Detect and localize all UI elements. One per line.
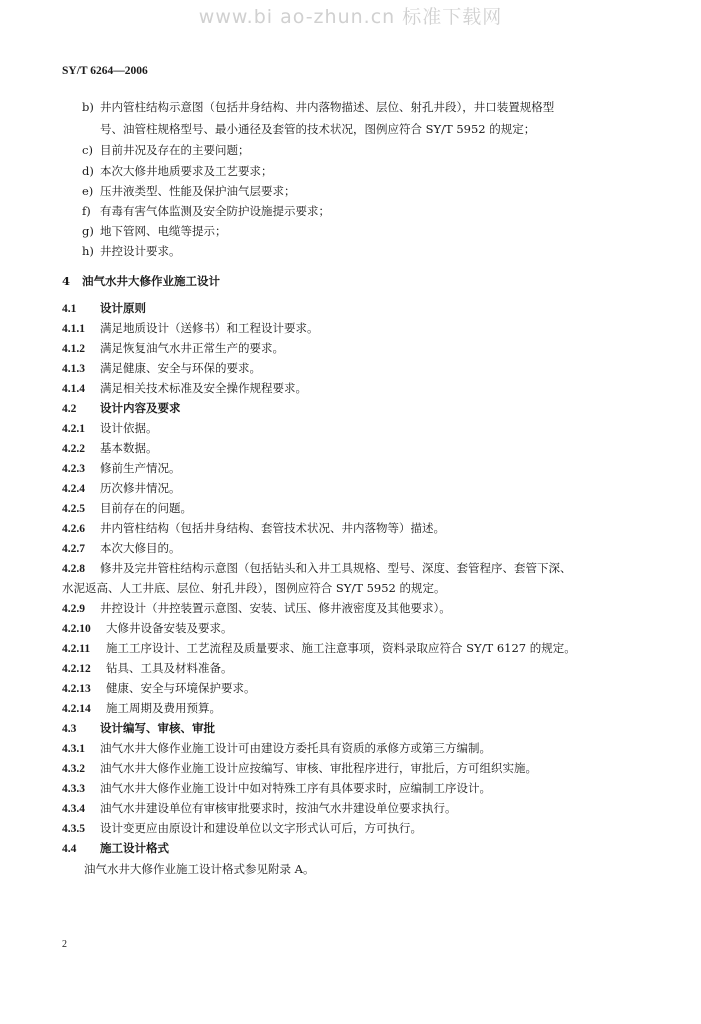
clause-number: 4.2 bbox=[62, 403, 77, 415]
list-text: 本次大修井地质要求及工艺要求； bbox=[100, 164, 273, 178]
clause bbox=[62, 501, 192, 516]
clause bbox=[62, 661, 233, 676]
clause-text: 设计内容及要求 bbox=[100, 401, 181, 415]
clause-number: 4.2.12 bbox=[62, 663, 91, 675]
clause-number: 4.2.10 bbox=[62, 623, 91, 635]
clause-text: 修前生产情况。 bbox=[100, 461, 181, 475]
clause-number: 4.3.4 bbox=[62, 803, 85, 815]
clause-text: 水泥返高、人工井底、层位、射孔井段），图例应符合 SY/T 5952 的规定。 bbox=[62, 581, 446, 595]
clause bbox=[62, 321, 319, 336]
clause bbox=[62, 741, 491, 756]
clause-number: 4.2.14 bbox=[62, 703, 91, 715]
chapter-title: 油气水井大修作业施工设计 bbox=[82, 274, 220, 288]
list-text: 地下管网、电缆等提示； bbox=[100, 224, 227, 238]
clause bbox=[62, 421, 158, 436]
clause-text: 基本数据。 bbox=[100, 441, 158, 455]
clause-text: 油气水井建设单位有审核审批要求时，按油气水井建设单位要求执行。 bbox=[100, 801, 457, 815]
clause bbox=[62, 621, 233, 636]
clause bbox=[62, 541, 181, 556]
list-label: f) bbox=[82, 204, 91, 218]
clause-text: 满足恢复油气水井正常生产的要求。 bbox=[100, 341, 284, 355]
clause bbox=[62, 801, 457, 816]
page-number: 2 bbox=[62, 939, 67, 950]
standard-code: SY/T 6264—2006 bbox=[62, 65, 148, 77]
clause-number: 4.4 bbox=[62, 843, 77, 855]
clause-text: 油气水井大修作业施工设计格式参见附录 A。 bbox=[84, 862, 315, 876]
chapter-heading bbox=[62, 274, 220, 288]
list-item bbox=[100, 122, 535, 136]
list-item bbox=[82, 224, 227, 238]
watermark: www.bi ao-zhun.cn 标准下载网 bbox=[198, 6, 503, 28]
clause-number: 4.1.3 bbox=[62, 363, 85, 375]
list-item bbox=[82, 244, 181, 258]
list-label: d) bbox=[82, 164, 94, 178]
clause bbox=[62, 761, 537, 776]
clause bbox=[62, 561, 572, 576]
list-item bbox=[82, 143, 250, 157]
clause-text: 井控设计（井控装置示意图、安装、试压、修井液密度及其他要求）。 bbox=[100, 601, 451, 615]
clause-number: 4.1.2 bbox=[62, 343, 85, 355]
clause-text: 满足相关技术标准及安全操作规程要求。 bbox=[100, 381, 307, 395]
list-text: 目前井况及存在的主要问题； bbox=[100, 143, 250, 157]
clause bbox=[62, 641, 576, 656]
chapter-number: 4 bbox=[62, 274, 71, 288]
clause-heading bbox=[62, 841, 169, 856]
clause bbox=[62, 701, 221, 716]
clause-heading bbox=[62, 721, 215, 736]
clause bbox=[62, 481, 181, 496]
clause-number: 4.2.6 bbox=[62, 523, 85, 535]
list-text: 有毒有害气体监测及安全防护设施提示要求； bbox=[100, 204, 330, 218]
clause-heading bbox=[62, 301, 146, 316]
clause-text: 钻具、工具及材料准备。 bbox=[106, 661, 233, 675]
list-label: h) bbox=[82, 244, 94, 258]
clause-text: 历次修井情况。 bbox=[100, 481, 181, 495]
clause-heading bbox=[62, 401, 181, 416]
clause bbox=[62, 681, 256, 696]
list-label: b) bbox=[82, 100, 94, 114]
clause-body bbox=[84, 862, 314, 876]
clause-text: 施工设计格式 bbox=[100, 841, 169, 855]
list-label: c) bbox=[82, 143, 93, 157]
clause-text: 大修井设备安装及要求。 bbox=[106, 621, 233, 635]
clause bbox=[62, 821, 422, 836]
clause-number: 4.2.4 bbox=[62, 483, 85, 495]
clause-number: 4.3.2 bbox=[62, 763, 85, 775]
list-label: e) bbox=[82, 184, 94, 198]
clause-text: 油气水井大修作业施工设计应按编写、审核、审批程序进行，审批后，方可组织实施。 bbox=[100, 761, 537, 775]
list-item bbox=[82, 184, 296, 198]
clause-text: 施工工序设计、工艺流程及质量要求、施工注意事项，资料录取应符合 SY/T 6127 的规定。 bbox=[106, 641, 576, 655]
list-item bbox=[82, 164, 273, 178]
clause-text: 目前存在的问题。 bbox=[100, 501, 192, 515]
clause-text: 井内管柱结构（包括井身结构、套管技术状况、井内落物等）描述。 bbox=[100, 521, 445, 535]
clause-text: 健康、安全与环境保护要求。 bbox=[106, 681, 256, 695]
list-item bbox=[82, 100, 554, 114]
clause-number: 4.3.3 bbox=[62, 783, 85, 795]
clause-number: 4.1.4 bbox=[62, 383, 85, 395]
clause-text: 油气水井大修作业施工设计中如对特殊工序有具体要求时，应编制工序设计。 bbox=[100, 781, 491, 795]
clause-number: 4.2.2 bbox=[62, 443, 85, 455]
list-item bbox=[82, 204, 330, 218]
list-text: 压井液类型、性能及保护油气层要求； bbox=[100, 184, 296, 198]
clause-text: 满足地质设计（送修书）和工程设计要求。 bbox=[100, 321, 319, 335]
clause-text: 设计变更应由原设计和建设单位以文字形式认可后，方可执行。 bbox=[100, 821, 422, 835]
list-text: 井内管柱结构示意图（包括井身结构、井内落物描述、层位、射孔井段），井口装置规格型 bbox=[100, 100, 555, 114]
clause-text: 施工周期及费用预算。 bbox=[106, 701, 221, 715]
clause-number: 4.2.8 bbox=[62, 563, 85, 575]
clause-text: 设计编写、审核、审批 bbox=[100, 721, 215, 735]
clause-number: 4.2.13 bbox=[62, 683, 91, 695]
clause bbox=[62, 601, 451, 616]
clause-continuation bbox=[62, 581, 446, 595]
list-text: 号、油管柱规格型号、最小通径及套管的技术状况，图例应符合 SY/T 5952 的规定； bbox=[100, 122, 536, 136]
clause bbox=[62, 361, 261, 376]
clause-text: 设计依据。 bbox=[100, 421, 158, 435]
list-label: g) bbox=[82, 224, 94, 238]
clause bbox=[62, 441, 158, 456]
clause bbox=[62, 521, 445, 536]
clause-number: 4.1.1 bbox=[62, 323, 85, 335]
clause-text: 满足健康、安全与环保的要求。 bbox=[100, 361, 261, 375]
clause bbox=[62, 781, 491, 796]
clause bbox=[62, 461, 181, 476]
clause-number: 4.2.11 bbox=[62, 643, 91, 655]
clause bbox=[62, 341, 284, 356]
clause-text: 本次大修目的。 bbox=[100, 541, 181, 555]
clause-number: 4.2.5 bbox=[62, 503, 85, 515]
clause-text: 设计原则 bbox=[100, 301, 146, 315]
clause bbox=[62, 381, 307, 396]
clause-number: 4.2.7 bbox=[62, 543, 85, 555]
clause-text: 油气水井大修作业施工设计可由建设方委托具有资质的承修方或第三方编制。 bbox=[100, 741, 491, 755]
clause-number: 4.3.1 bbox=[62, 743, 85, 755]
clause-number: 4.1 bbox=[62, 303, 77, 315]
clause-number: 4.2.3 bbox=[62, 463, 85, 475]
clause-number: 4.3.5 bbox=[62, 823, 85, 835]
clause-number: 4.2.1 bbox=[62, 423, 85, 435]
clause-text: 修井及完井管柱结构示意图（包括钻头和入井工具规格、型号、深度、套管程序、套管下深、 bbox=[100, 561, 572, 575]
clause-number: 4.2.9 bbox=[62, 603, 85, 615]
list-text: 井控设计要求。 bbox=[100, 244, 181, 258]
clause-number: 4.3 bbox=[62, 723, 77, 735]
